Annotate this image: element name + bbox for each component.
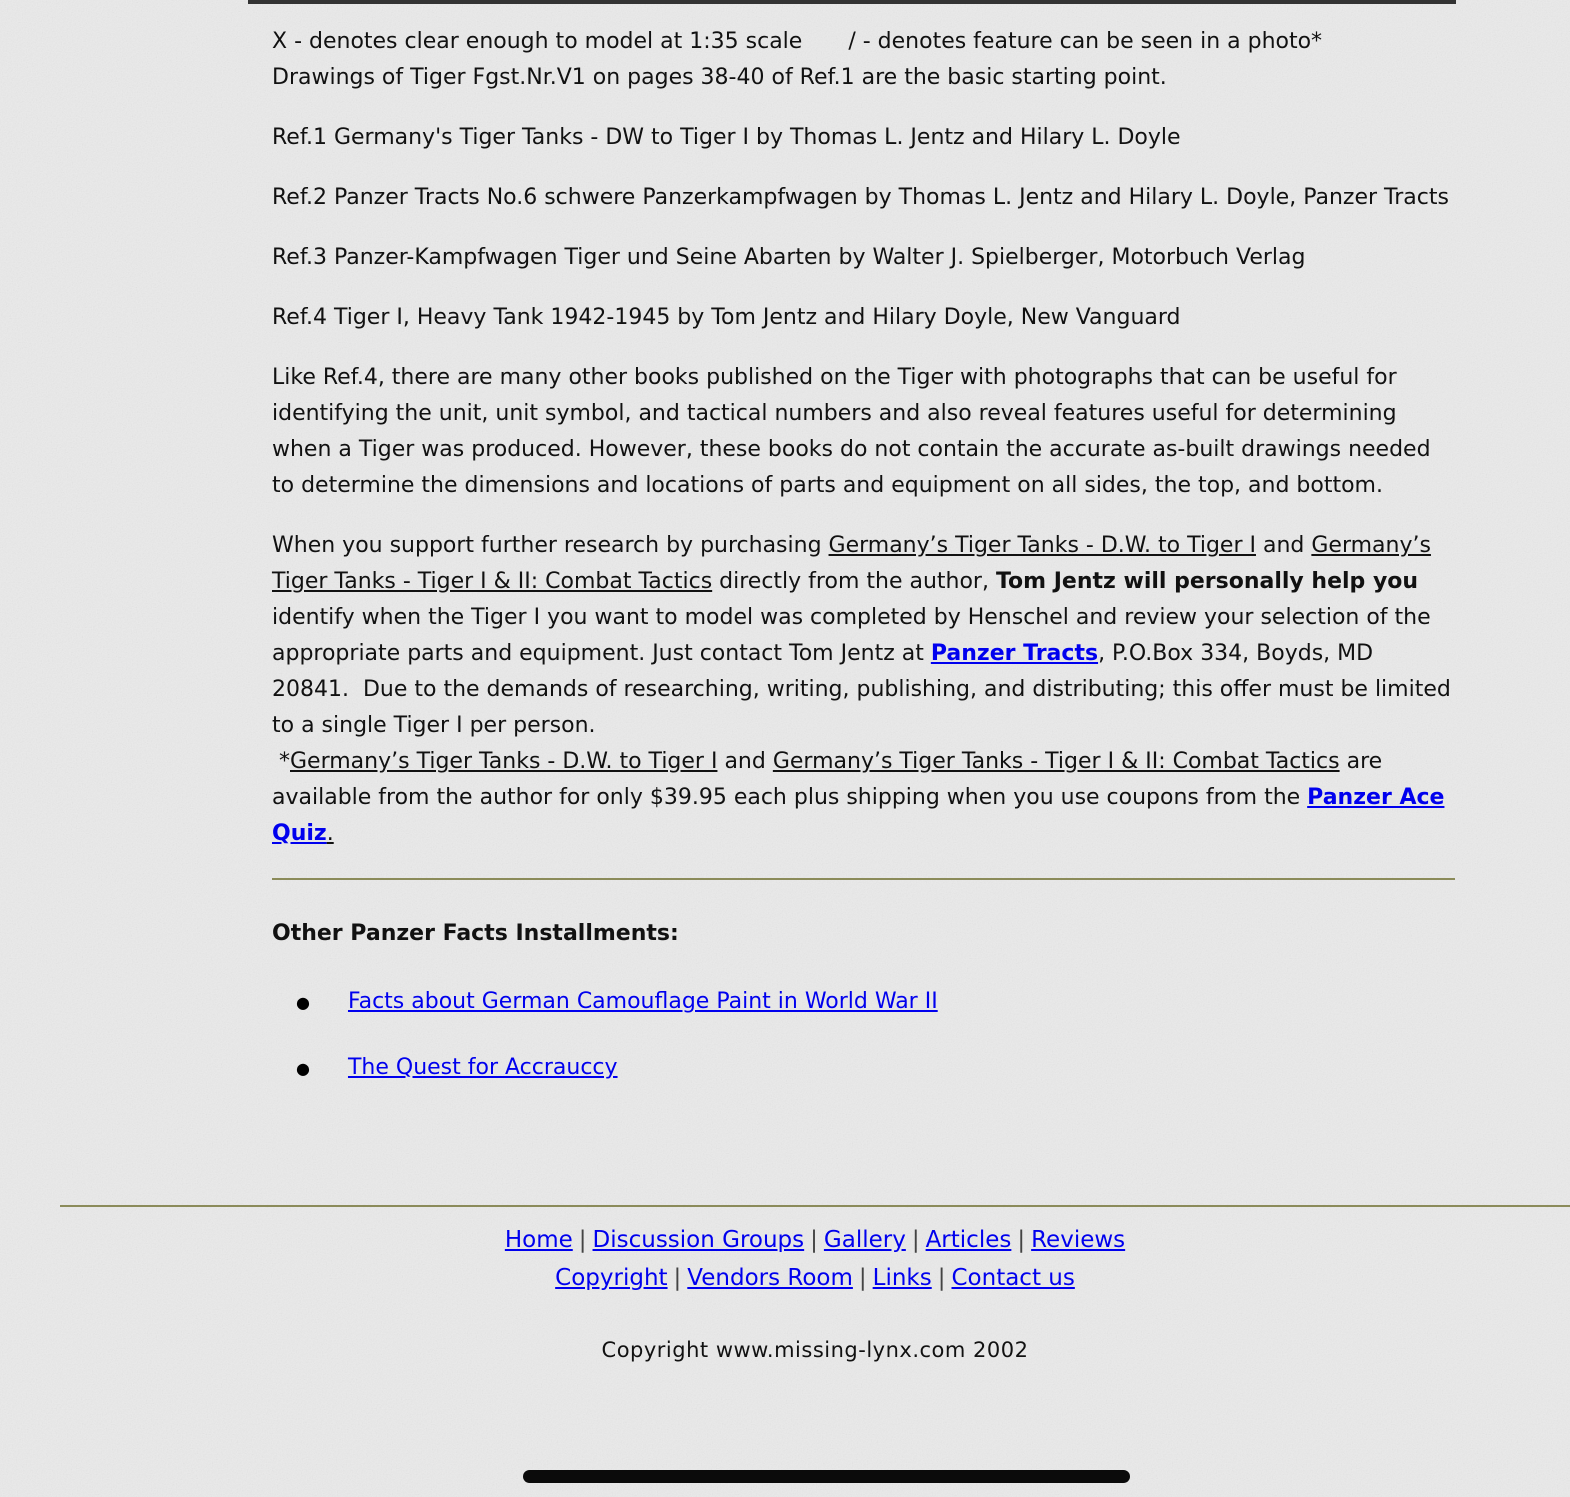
reference-4: Ref.4 Tiger I, Heavy Tank 1942-1945 by Tom Jentz and Hilary Doyle, New Vanguard [272,305,1181,330]
nav-link-links[interactable]: Links [872,1265,932,1291]
footer-nav-row-2 [60,1259,1570,1297]
legend-x-note: X - denotes clear enough to model at 1:35 scale [272,29,803,54]
list-item [272,984,1455,1021]
support-paragraph [272,528,1455,852]
home-indicator-bar [523,1470,1130,1483]
panzer-tracts-link[interactable]: Panzer Tracts [930,641,1099,666]
books-paragraph: Like Ref.4, there are many other books published on the Tiger with photographs that can be useful for identifying the unit, unit symbol, and tactical numbers and also reveal features useful for determining when a Tiger was produced. However, these books do not contain the accurate as-built drawings needed to determine the dimensions and locations of parts and equipment on all sides, the top, and bottom. [272,365,1431,498]
nav-separator: | [673,1265,682,1291]
book-title-dw-to-tiger-2: Germany’s Tiger Tanks - D.W. to Tiger I [290,749,718,774]
reference-3: Ref.3 Panzer-Kampfwagen Tiger und Seine Abarten by Walter J. Spielberger, Motorbuch Verlag [272,245,1306,270]
support-text: are available from the author for only $39.95 each plus shipping when you use coupons from the [272,749,1383,810]
nav-separator: | [810,1227,818,1253]
installments-list [272,984,1455,1087]
support-period: . [326,821,334,846]
support-text: directly from the author, [712,569,996,594]
nav-separator: | [858,1265,867,1291]
nav-link-discussion-groups[interactable]: Discussion Groups [592,1227,805,1253]
nav-separator: | [1017,1227,1026,1253]
main-article [272,0,1455,1116]
panzer-ace-quiz-link[interactable]: Panzer Ace Quiz [272,785,1445,846]
nav-separator: | [578,1227,587,1253]
support-text: identify when the Tiger I you want to model was completed by Henschel and review your selection of the appropriate parts and equipment. Just contact Tom Jentz at [272,605,1431,666]
bullet-icon: ● [296,993,310,1012]
book-title-combat-tactics-2: Germany’s Tiger Tanks - Tiger I & II: Combat Tactics [772,749,1340,774]
legend-paragraph [272,24,1455,96]
footer-nav-row-1 [60,1221,1570,1259]
nav-link-contact-us[interactable]: Contact us [951,1265,1075,1291]
nav-link-vendors-room[interactable]: Vendors Room [687,1265,853,1291]
installment-link-accrauccy[interactable]: The Quest for Accrauccy [347,1055,618,1080]
reference-1: Ref.1 Germany's Tiger Tanks - DW to Tiger I by Thomas L. Jentz and Hilary L. Doyle [272,125,1181,150]
book-title-dw-to-tiger: Germany’s Tiger Tanks - D.W. to Tiger I [828,533,1256,558]
support-text: , P.O.Box 334, Boyds, MD 20841. Due to the demands of researching, writing, publishing, and distributing; this offer must be limited to a single Tiger I per person. [272,641,1451,738]
support-bold-offer: Tom Jentz will personally help you [995,569,1419,594]
list-item [272,1050,1455,1087]
bullet-icon: ● [296,1059,310,1078]
footer-divider [60,1205,1570,1207]
support-text: and [1255,533,1312,558]
nav-link-articles[interactable]: Articles [925,1227,1012,1253]
support-asterisk: * [272,749,290,774]
book-title-combat-tactics: Germany’s Tiger Tanks - Tiger I & II: Combat Tactics [272,533,1431,594]
nav-link-reviews[interactable]: Reviews [1031,1227,1126,1253]
copyright-notice: Copyright www.missing-lynx.com 2002 [601,1338,1029,1362]
support-text: and [717,749,773,774]
nav-separator: | [911,1227,920,1253]
section-divider [272,878,1455,880]
nav-separator: | [937,1265,946,1291]
legend-slash-note: / - denotes feature can be seen in a photo* [848,29,1323,54]
support-text: When you support further research by purchasing [272,533,829,558]
nav-link-home[interactable]: Home [504,1227,573,1253]
installment-link-camouflage[interactable]: Facts about German Camouflage Paint in World War II [347,989,938,1014]
installments-heading: Other Panzer Facts Installments: [272,921,679,946]
reference-2: Ref.2 Panzer Tracts No.6 schwere Panzerkampfwagen by Thomas L. Jentz and Hilary L. Doyle, Panzer Tracts [272,185,1449,210]
footer-nav [60,1221,1570,1297]
nav-link-gallery[interactable]: Gallery [823,1227,906,1253]
nav-link-copyright[interactable]: Copyright [555,1265,668,1291]
legend-drawings-note: Drawings of Tiger Fgst.Nr.V1 on pages 38-40 of Ref.1 are the basic starting point. [272,65,1167,90]
